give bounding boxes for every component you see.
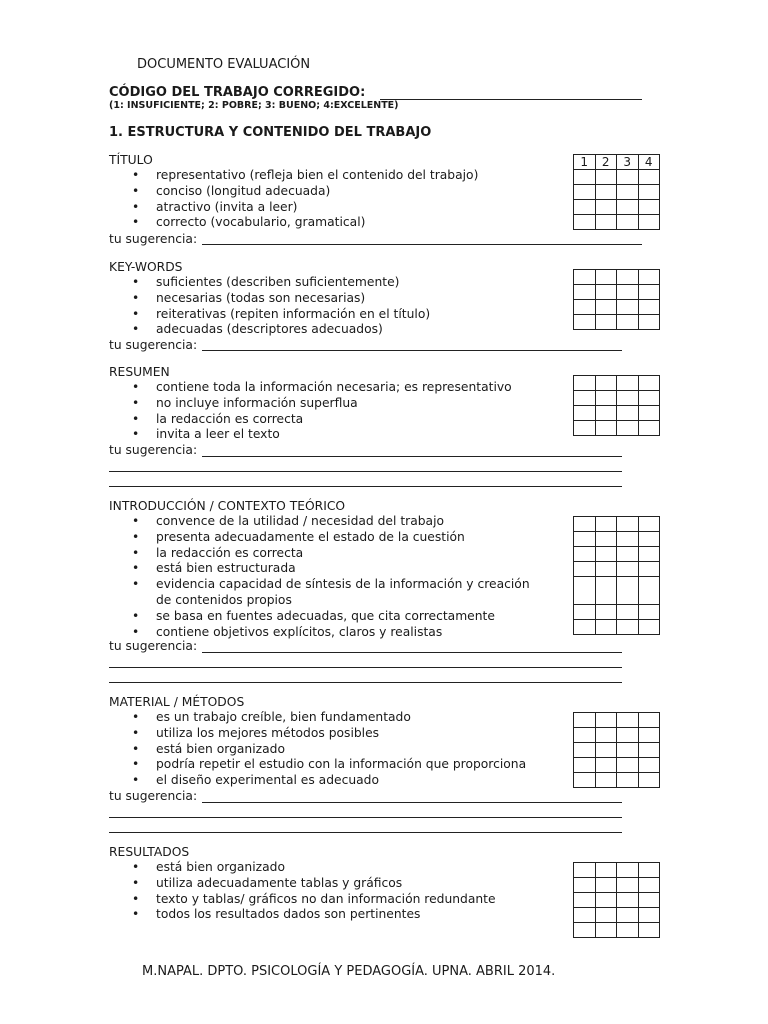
list-item: • es un trabajo creíble, bien fundamentado [132,710,411,724]
section-name-resumen: RESUMEN [109,365,170,379]
rating-cell[interactable] [574,728,596,743]
list-item: • presenta adecuadamente el estado de la cuestión [132,529,465,544]
suggestion-label: tu sugerencia: [109,639,198,653]
rating-cell[interactable] [638,908,660,923]
rating-cell[interactable] [595,391,617,406]
rating-cell[interactable] [595,908,617,923]
list-item: • la redacción es correcta [132,545,304,560]
rating-cell[interactable] [595,773,617,788]
bullet-list-resumen [0,380,512,443]
rating-cell[interactable] [574,517,596,532]
list-item: • la redacción es correcta [132,411,304,426]
list-item: • está bien organizado [132,741,285,756]
rating-cell[interactable] [595,605,617,620]
rating-cell[interactable] [638,773,660,788]
section-heading: 1. ESTRUCTURA Y CONTENIDO DEL TRABAJO [109,125,432,140]
rating-cell[interactable] [595,421,617,436]
rating-grid-keywords [573,269,660,330]
rating-cell[interactable] [595,285,617,300]
bullet-list-keywords [0,275,430,338]
rating-cell[interactable] [617,758,639,773]
rating-cell[interactable] [617,170,639,185]
list-item: • correcto (vocabulario, gramatical) [132,215,366,230]
list-item: • se basa en fuentes adecuadas, que cita correctamente [132,608,495,623]
suggestion-label: tu sugerencia: [109,443,198,457]
rating-cell[interactable] [595,713,617,728]
rating-cell[interactable] [638,300,660,315]
rating-cell[interactable] [638,758,660,773]
rating-cell[interactable] [595,300,617,315]
suggestion-line[interactable] [202,802,622,803]
rating-cell[interactable] [617,620,639,635]
rating-cell[interactable] [574,215,596,230]
list-item: • todos los resultados dados son pertinentes [132,907,421,922]
suggestion-line[interactable] [109,817,622,818]
rating-cell[interactable] [638,406,660,421]
rating-cell[interactable] [574,170,596,185]
rating-cell[interactable] [617,893,639,908]
rating-cell[interactable] [617,878,639,893]
rating-cell[interactable] [638,200,660,215]
rating-cell[interactable] [574,908,596,923]
rating-cell[interactable] [595,562,617,577]
list-item: • evidencia capacidad de síntesis de la información y creación [132,577,530,592]
rating-cell[interactable] [638,893,660,908]
list-item: • el diseño experimental es adecuado [132,773,380,788]
grid-header: 2 [595,155,617,170]
rating-cell[interactable] [617,532,639,547]
list-item: de contenidos propios [156,592,292,607]
rating-cell[interactable] [638,713,660,728]
rating-grid-titulo [573,154,660,230]
rating-cell[interactable] [638,577,660,605]
rating-cell[interactable] [574,406,596,421]
section-name-keywords: KEY-WORDS [109,260,183,274]
rating-cell[interactable] [617,185,639,200]
rating-cell[interactable] [574,421,596,436]
rating-cell[interactable] [638,728,660,743]
rating-cell[interactable] [617,547,639,562]
rating-cell[interactable] [617,863,639,878]
rating-cell[interactable] [617,215,639,230]
list-item: • reiterativas (repiten información en el título) [132,306,431,321]
list-item: • no incluye información superflua [132,395,358,410]
rating-cell[interactable] [574,758,596,773]
rating-cell[interactable] [617,773,639,788]
rating-cell[interactable] [595,620,617,635]
list-item: • utiliza adecuadamente tablas y gráficos [132,875,403,890]
rating-cell[interactable] [638,315,660,330]
rating-cell[interactable] [595,376,617,391]
rating-cell[interactable] [617,713,639,728]
list-item: • invita a leer el texto [132,427,280,442]
rating-cell[interactable] [574,285,596,300]
rating-cell[interactable] [638,215,660,230]
suggestion-line[interactable] [109,486,622,487]
scale-note: (1: INSUFICIENTE; 2: POBRE; 3: BUENO; 4:EXCELENTE) [109,100,399,111]
list-item: • representativo (refleja bien el contenido del trabajo) [132,168,479,182]
code-input-line[interactable] [380,99,642,100]
rating-cell[interactable] [638,605,660,620]
rating-cell[interactable] [638,285,660,300]
rating-cell[interactable] [617,743,639,758]
rating-cell[interactable] [574,185,596,200]
list-item: • contiene objetivos explícitos, claros y realistas [132,624,443,639]
rating-cell[interactable] [574,878,596,893]
rating-cell[interactable] [617,315,639,330]
rating-cell[interactable] [638,185,660,200]
rating-cell[interactable] [574,315,596,330]
rating-cell[interactable] [574,391,596,406]
bullet-list-titulo [0,168,478,231]
rating-cell[interactable] [595,406,617,421]
rating-cell[interactable] [595,315,617,330]
grid-header: 1 [574,155,596,170]
rating-cell[interactable] [638,620,660,635]
footer: M.NAPAL. DPTO. PSICOLOGÍA Y PEDAGOGÍA. UPNA. ABRIL 2014. [142,964,556,979]
suggestion-label: tu sugerencia: [109,789,198,803]
suggestion-line[interactable] [202,350,622,351]
suggestion-line[interactable] [109,667,622,668]
rating-cell[interactable] [574,376,596,391]
rating-cell[interactable] [617,923,639,938]
rating-cell[interactable] [617,270,639,285]
rating-cell[interactable] [617,376,639,391]
list-item: • texto y tablas/ gráficos no dan información redundante [132,891,496,906]
grid-header: 4 [638,155,660,170]
rating-cell[interactable] [595,547,617,562]
rating-cell[interactable] [638,270,660,285]
rating-cell[interactable] [595,532,617,547]
rating-cell[interactable] [574,562,596,577]
rating-cell[interactable] [595,577,617,605]
rating-cell[interactable] [574,863,596,878]
list-item: • utiliza los mejores métodos posibles [132,725,380,740]
bullet-list-introduccion [0,514,530,640]
bullet-list-metodos [0,710,526,789]
suggestion-line[interactable] [109,471,622,472]
list-item: • atractivo (invita a leer) [132,199,298,214]
rating-grid-resultados [573,862,660,938]
rating-cell[interactable] [595,893,617,908]
suggestion-line[interactable] [109,832,622,833]
rating-cell[interactable] [617,300,639,315]
rating-cell[interactable] [638,391,660,406]
section-name-resultados: RESULTADOS [109,845,190,859]
rating-cell[interactable] [595,270,617,285]
list-item: • convence de la utilidad / necesidad del trabajo [132,514,445,528]
rating-cell[interactable] [638,170,660,185]
rating-cell[interactable] [617,605,639,620]
rating-cell[interactable] [574,713,596,728]
bullet-list-resultados [0,860,496,923]
rating-cell[interactable] [638,863,660,878]
rating-cell[interactable] [574,605,596,620]
rating-grid-resumen [573,375,660,436]
rating-cell[interactable] [574,893,596,908]
rating-grid-metodos [573,712,660,788]
rating-cell[interactable] [638,878,660,893]
suggestion-label: tu sugerencia: [109,232,198,246]
rating-cell[interactable] [638,547,660,562]
code-label: CÓDIGO DEL TRABAJO CORREGIDO: [109,85,366,100]
rating-cell[interactable] [617,562,639,577]
section-name-introduccion: INTRODUCCIÓN / CONTEXTO TEÓRICO [109,499,346,513]
rating-cell[interactable] [595,215,617,230]
rating-cell[interactable] [574,923,596,938]
rating-cell[interactable] [617,517,639,532]
rating-cell[interactable] [638,376,660,391]
rating-cell[interactable] [617,577,639,605]
rating-cell[interactable] [617,285,639,300]
list-item: • conciso (longitud adecuada) [132,183,331,198]
list-item: • suficientes (describen suficientemente) [132,275,400,289]
list-item: • está bien estructurada [132,561,296,576]
suggestion-line[interactable] [202,244,642,245]
suggestion-line[interactable] [109,682,622,683]
section-name-titulo: TÍTULO [109,153,153,167]
list-item: • necesarias (todas son necesarias) [132,290,366,305]
rating-cell[interactable] [574,743,596,758]
list-item: • contiene toda la información necesaria; es representativo [132,380,512,394]
rating-cell[interactable] [574,270,596,285]
rating-cell[interactable] [617,728,639,743]
rating-cell[interactable] [595,923,617,938]
rating-cell[interactable] [595,743,617,758]
rating-cell[interactable] [595,170,617,185]
list-item: • podría repetir el estudio con la información que proporciona [132,757,527,772]
rating-cell[interactable] [595,878,617,893]
suggestion-line[interactable] [202,652,622,653]
rating-cell[interactable] [638,923,660,938]
rating-cell[interactable] [574,547,596,562]
rating-cell[interactable] [638,743,660,758]
rating-cell[interactable] [617,391,639,406]
rating-cell[interactable] [595,200,617,215]
suggestion-line[interactable] [202,456,622,457]
rating-cell[interactable] [595,728,617,743]
rating-cell[interactable] [574,773,596,788]
rating-cell[interactable] [574,532,596,547]
rating-cell[interactable] [574,620,596,635]
rating-cell[interactable] [595,863,617,878]
rating-cell[interactable] [574,300,596,315]
suggestion-label: tu sugerencia: [109,338,198,352]
rating-cell[interactable] [595,517,617,532]
list-item: • está bien organizado [132,860,285,874]
rating-grid-introduccion [573,516,660,635]
rating-cell[interactable] [638,532,660,547]
section-name-metodos: MATERIAL / MÉTODOS [109,695,245,709]
rating-cell[interactable] [574,577,596,605]
rating-cell[interactable] [617,200,639,215]
rating-cell[interactable] [617,421,639,436]
rating-cell[interactable] [617,406,639,421]
rating-cell[interactable] [617,908,639,923]
rating-cell[interactable] [574,200,596,215]
list-item: • adecuadas (descriptores adecuados) [132,322,383,337]
rating-cell[interactable] [595,185,617,200]
rating-cell[interactable] [638,421,660,436]
grid-header: 3 [617,155,639,170]
document-title: DOCUMENTO EVALUACIÓN [137,57,311,72]
rating-cell[interactable] [595,758,617,773]
rating-cell[interactable] [638,517,660,532]
rating-cell[interactable] [638,562,660,577]
